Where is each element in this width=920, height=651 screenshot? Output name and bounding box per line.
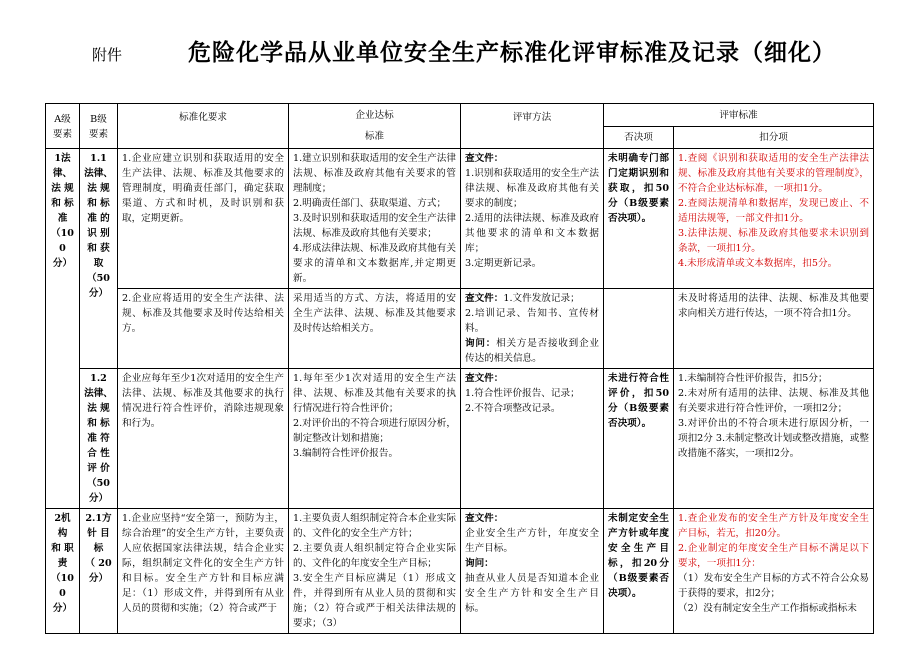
deduction-1-2: 1.未编制符合性评价报告，扣5分； 2.未对所有适用的法律、法规、标准及其他有关要求进行符合性评价，一项扣2分； 3.对评价出的不符合项未进行原因分析，一项扣2分 3.未制定整改计划或整改措施，或整改措施不落实，一项扣2分。 — [674, 369, 874, 509]
deduction-1-1-1: 1.查阅《识别和获取适用的安全生产法律法规、标准及政府其他有关要求的管理制度》，不符合企业达标标准，一项扣1分。 2.查阅法规清单和数据库，发现已废止、不适用法规等，一部文件扣1分。 3.法律法规、标准及政府其他要求未识别到条款，一项扣1分。 4.未形成清单或文本数据库，扣5分。 — [674, 149, 874, 289]
header-enterprise-standard: 企业达标 标准 — [289, 104, 461, 149]
header-standard-requirement: 标准化要求 — [118, 104, 289, 149]
review-method-1-2: 查文件： 1.符合性评价报告、记录； 2.不符合项整改记录。 — [461, 369, 604, 509]
requirement-2-1: 1.企业应坚持“安全第一，预防为主，综合治理”的安全生产方针，主要负责人应依据国家法律法规，结合企业实际，组织制定文件化的安全生产方针和目标。安全生产方针和目标应满足：（1）形成文件，并得到所有从业人员的贯彻和实施；（2）符合或严于 — [118, 509, 289, 634]
deduction-2-1: 1.查企业发布的安全生产方针及年度安全生产目标，若无，扣20分。 2.企业制定的年度安全生产目标不满足以下要求，一项扣1分： （1）发布安全生产目标的方式不符合公众易于获得的要求，扣2分； （2）没有制定安全生产工作指标或指标未 — [674, 509, 874, 634]
b-element-1-1: 1.1 法律、 法 规 和 标 准 的 识 别 和 获 取 （50 分） — [80, 149, 118, 369]
enterprise-standard-2-1: 1.主要负责人组织制定符合本企业实际的、文件化的安全生产方针； 2.主要负责人组织制定符合企业实际的、文件化的年度安全生产目标； 3.安全生产目标应满足（1）形成文件，并得到所有从业人员的贯彻和实施；（2）符合或严于相关法律法规的要求；（3） — [289, 509, 461, 634]
requirement-1-1-1: 1.企业应建立识别和获取适用的安全生产法律、法规、标准及其他要求的管理制度，明确责任部门，确定获取渠道、方式和时机，及时识别和获取，定期更新。 — [118, 149, 289, 289]
a-element-organization: 2机构 和 职 责 （100 分） — [46, 509, 80, 634]
attachment-label: 附件 — [92, 46, 123, 64]
veto-1-1-1: 未明确专门部门定期识别和获取，扣50分（B级要素否决项）。 — [604, 149, 674, 289]
b-element-2-1: 2.1方 针 目 标 （ 20 分） — [80, 509, 118, 634]
header-deduction-item: 扣分项 — [674, 127, 874, 149]
enterprise-standard-1-1-2: 采用适当的方式、方法，将适用的安全生产法律、法规、标准及其他要求及时传达给相关方。 — [289, 289, 461, 369]
a-element-legal: 1法律、 法 规 和 标 准 （100 分） — [46, 149, 80, 509]
page-header — [0, 0, 920, 100]
requirement-1-1-2: 2.企业应将适用的安全生产法律、法规、标准及其他要求及时传达给相关方。 — [118, 289, 289, 369]
review-method-2-1: 查文件： 企业安全生产方针，年度安全生产目标。 询问： 抽查从业人员是否知道本企业安全生产方针和安全生产目标。 — [461, 509, 604, 634]
deduction-1-1-2: 未及时将适用的法律、法规、标准及其他要求向相关方进行传达，一项不符合扣1分。 — [674, 289, 874, 369]
document-title: 危险化学品从业单位安全生产标准化评审标准及记录（细化） — [188, 40, 836, 66]
enterprise-standard-1-2: 1.每年至少1次对适用的安全生产法律、法规、标准及其他有关要求的执行情况进行符合性评价； 2.对评价出的不符合项进行原因分析，制定整改计划和措施； 3.编制符合性评价报告。 — [289, 369, 461, 509]
review-method-1-1-2: 查文件：1.文件发放记录； 2.培训记录、告知书、宣传材料。 询问：相关方是否接收到企业传达的相关信息。 — [461, 289, 604, 369]
header-review-method: 评审方法 — [461, 104, 604, 149]
header-review-criteria: 评审标准 — [604, 104, 874, 127]
veto-1-1-2 — [604, 289, 674, 369]
requirement-1-2: 企业应每年至少1次对适用的安全生产法律、法规、标准及其他要求的执行情况进行符合性评价，消除违规现象和行为。 — [118, 369, 289, 509]
enterprise-standard-1-1-1: 1.建立识别和获取适用的安全生产法律法规、标准及政府其他有关要求的管理制度； 2.明确责任部门、获取渠道、方式； 3.及时识别和获取适用的安全生产法律法规、标准及政府其他有关要求； 4.形成法律法规、标准及政府其他有关要求的清单和文本数据库,并定期更新。 — [289, 149, 461, 289]
b-element-1-2: 1.2 法律、 法 规 和 标 准 符 合 性 评 价 （50 分） — [80, 369, 118, 509]
veto-2-1: 未制定安全生产方针或年度安全生产目标，扣20分（B级要素否决项）。 — [604, 509, 674, 634]
header-b-level: B级 要素 — [80, 104, 118, 149]
header-veto-item: 否决项 — [604, 127, 674, 149]
header-a-level: A级 要素 — [46, 104, 80, 149]
evaluation-table — [45, 103, 874, 634]
review-method-1-1-1: 查文件： 1.识别和获取适用的安全生产法律法规、标准及政府其他有关要求的制度； 2.适用的法律法规、标准及政府其他要求的清单和文本数据库； 3.定期更新记录。 — [461, 149, 604, 289]
veto-1-2: 未进行符合性评价，扣50分（B级要素否决项）。 — [604, 369, 674, 509]
